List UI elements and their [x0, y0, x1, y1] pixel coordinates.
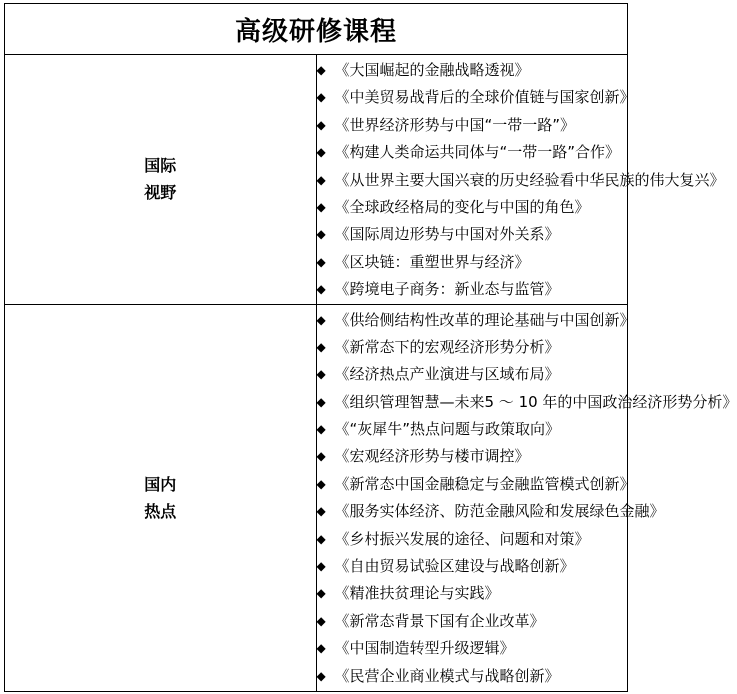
course-item-text: 《服务实体经济、防范金融风险和发展绿色金融》 — [334, 502, 665, 521]
diamond-bullet-icon: ◆ — [316, 339, 326, 354]
category-label-line2: 热点 — [144, 501, 177, 521]
diamond-bullet-icon: ◆ — [316, 586, 326, 601]
diamond-bullet-icon: ◆ — [316, 63, 326, 77]
course-item-text: 《“灰犀牛”热点问题与政策取向》 — [334, 420, 561, 439]
diamond-bullet-icon: ◆ — [316, 531, 326, 546]
course-item — [317, 276, 628, 303]
diamond-bullet-icon: ◆ — [316, 476, 326, 491]
table-title: 高级研修课程 — [5, 4, 628, 55]
category-domestic — [5, 304, 317, 691]
diamond-bullet-icon: ◆ — [316, 394, 326, 409]
title-row — [5, 4, 628, 55]
section-row-domestic — [5, 304, 628, 691]
course-table — [4, 3, 737, 692]
course-items-domestic — [316, 304, 737, 691]
diamond-bullet-icon: ◆ — [316, 504, 326, 519]
course-item — [317, 334, 628, 361]
diamond-bullet-icon: ◆ — [316, 449, 326, 464]
category-international — [5, 55, 317, 305]
diamond-bullet-icon: ◆ — [316, 172, 326, 187]
course-item-text: 《全球政经格局的变化与中国的角色》 — [334, 197, 590, 216]
course-item-text: 《从世界主要大国兴衰的历史经验看中华民族的伟大复兴》 — [334, 170, 725, 189]
course-item-text: 《民营企业商业模式与战略创新》 — [334, 666, 560, 685]
course-item-text: 《中国制造转型升级逻辑》 — [334, 639, 515, 658]
diamond-bullet-icon: ◆ — [316, 668, 326, 683]
course-item — [317, 526, 628, 553]
diamond-bullet-icon: ◆ — [316, 227, 326, 242]
course-item-text: 《乡村振兴发展的途径、问题和对策》 — [334, 529, 590, 548]
course-item-text: 《经济热点产业演进与区域布局》 — [334, 365, 560, 384]
course-item-text: 《世界经济形势与中国“一带一路”》 — [334, 115, 576, 134]
course-item — [316, 471, 635, 498]
category-label-line1: 国际 — [144, 156, 177, 176]
category-label-line1: 国内 — [144, 474, 177, 494]
course-item — [316, 84, 635, 111]
diamond-bullet-icon: ◆ — [316, 613, 326, 628]
section-row-international — [5, 55, 628, 305]
course-item — [317, 112, 628, 139]
course-item-text: 《国际周边形势与中国对外关系》 — [334, 225, 560, 244]
course-list-domestic — [316, 305, 737, 690]
course-item-text: 《自由贸易试验区建设与战略创新》 — [334, 557, 575, 576]
course-items-international — [316, 55, 725, 305]
course-item — [317, 249, 628, 276]
course-item-text: 《构建人类命运共同体与“一带一路”合作》 — [334, 143, 621, 162]
course-item-text: 《大国崛起的金融战略透视》 — [334, 61, 530, 79]
course-item — [317, 580, 628, 607]
diamond-bullet-icon: ◆ — [316, 199, 326, 214]
course-item — [317, 608, 628, 635]
diamond-bullet-icon: ◆ — [316, 312, 326, 327]
diamond-bullet-icon: ◆ — [316, 117, 326, 132]
diamond-bullet-icon: ◆ — [316, 641, 326, 656]
course-item — [316, 498, 665, 525]
course-item — [316, 389, 737, 416]
course-item-text: 《新常态背景下国有企业改革》 — [334, 611, 545, 630]
diamond-bullet-icon: ◆ — [316, 559, 326, 574]
course-item — [317, 57, 628, 84]
course-item — [317, 663, 628, 690]
course-item-text: 《新常态中国金融稳定与金融监管模式创新》 — [334, 474, 635, 493]
diamond-bullet-icon: ◆ — [316, 422, 326, 437]
course-item-text: 《组织管理智慧—未来5 ～ 10 年的中国政治经济形势分析》 — [334, 392, 737, 411]
course-item-text: 《供给侧结构性改革的理论基础与中国创新》 — [334, 310, 635, 329]
course-list-international — [316, 55, 725, 304]
diamond-bullet-icon: ◆ — [316, 90, 326, 105]
course-item — [317, 416, 628, 443]
course-item-text: 《区块链：重塑世界与经济》 — [334, 252, 530, 271]
course-item — [317, 361, 628, 388]
course-item-text: 《精准扶贫理论与实践》 — [334, 584, 500, 603]
course-item — [317, 553, 628, 580]
course-item — [316, 307, 635, 334]
course-item — [317, 139, 628, 166]
course-item — [317, 194, 628, 221]
course-item-text: 《宏观经济形势与楼市调控》 — [334, 447, 530, 466]
course-item — [316, 167, 725, 194]
diamond-bullet-icon: ◆ — [316, 367, 326, 382]
course-item — [317, 635, 628, 662]
diamond-bullet-icon: ◆ — [316, 254, 326, 269]
course-item — [317, 221, 628, 248]
course-item-text: 《新常态下的宏观经济形势分析》 — [334, 337, 560, 356]
diamond-bullet-icon: ◆ — [316, 282, 326, 297]
course-item-text: 《中美贸易战背后的全球价值链与国家创新》 — [334, 88, 635, 107]
diamond-bullet-icon: ◆ — [316, 145, 326, 160]
course-item — [317, 443, 628, 470]
category-label-line2: 视野 — [144, 183, 177, 203]
course-item-text: 《跨境电子商务：新业态与监管》 — [334, 280, 560, 299]
